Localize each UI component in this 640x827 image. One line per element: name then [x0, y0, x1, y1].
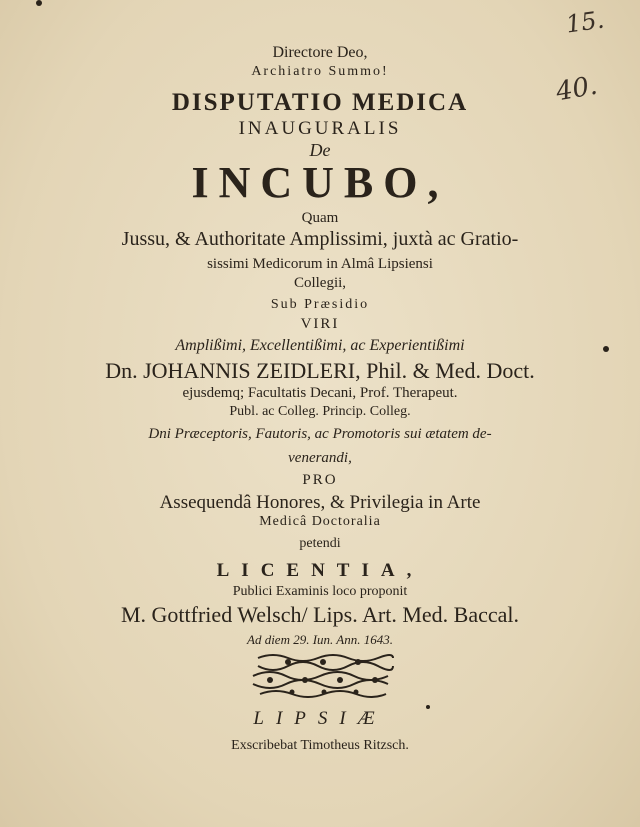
- praeses-name: Dn. JOHANNIS ZEIDLERI, Phil. & Med. Doct.: [105, 358, 535, 383]
- text-line: VIRI: [300, 316, 340, 332]
- text-line: venerandi,: [288, 450, 352, 466]
- licentia-line: LICENTIA,: [216, 560, 424, 581]
- invocation-line: Archiatro Summo!: [251, 64, 389, 79]
- text-line: Collegii,: [293, 275, 347, 291]
- text-line: Publ. ac Colleg. Princip. Colleg.: [229, 404, 411, 419]
- title-de: De: [309, 140, 331, 160]
- text-line: Quam: [301, 210, 339, 226]
- text-line: PRO: [302, 472, 338, 488]
- title-disputatio: DISPUTATIO MEDICA: [171, 89, 469, 116]
- marginal-note-upper-right: 40.: [553, 70, 600, 108]
- text-line: Assequendâ Honores, & Privilegia in Arte: [159, 492, 481, 513]
- printers-ornament-icon: [248, 652, 398, 698]
- respondent-name: M. Gottfried Welsch/ Lips. Art. Med. Baccal.: [120, 602, 520, 627]
- title-inauguralis: INAUGURALIS: [238, 118, 402, 139]
- invocation-line: Directore Deo,: [272, 44, 368, 61]
- text-line: sissimi Medicorum in Almâ Lipsiensi: [207, 256, 433, 272]
- title-subject: INCUBO,: [191, 158, 449, 207]
- marginal-note-top-right: 15.: [564, 5, 606, 39]
- text-line: petendi: [299, 536, 341, 551]
- imprint-city: LIPSIÆ: [253, 708, 387, 729]
- imprint-printer: Exscribebat Timotheus Ritzsch.: [231, 738, 409, 753]
- text-line: Dni Præceptoris, Fautoris, ac Promotoris sui ætatem de-: [148, 426, 492, 442]
- text-line: Medicâ Doctoralia: [259, 514, 381, 529]
- text-line: Jussu, & Authoritate Amplissimi, juxtà ac Gratio-: [121, 228, 519, 250]
- text-line: Publici Examinis loco proponit: [232, 584, 408, 599]
- ink-spot: [36, 0, 42, 6]
- date-line: Ad diem 29. Iun. Ann. 1643.: [247, 632, 393, 647]
- text-line: Amplißimi, Excellentißimi, ac Experientißimi: [175, 337, 465, 354]
- text-line: Sub Præsidio: [270, 297, 370, 312]
- text-line: ejusdemq; Facultatis Decani, Prof. Therapeut.: [182, 385, 458, 401]
